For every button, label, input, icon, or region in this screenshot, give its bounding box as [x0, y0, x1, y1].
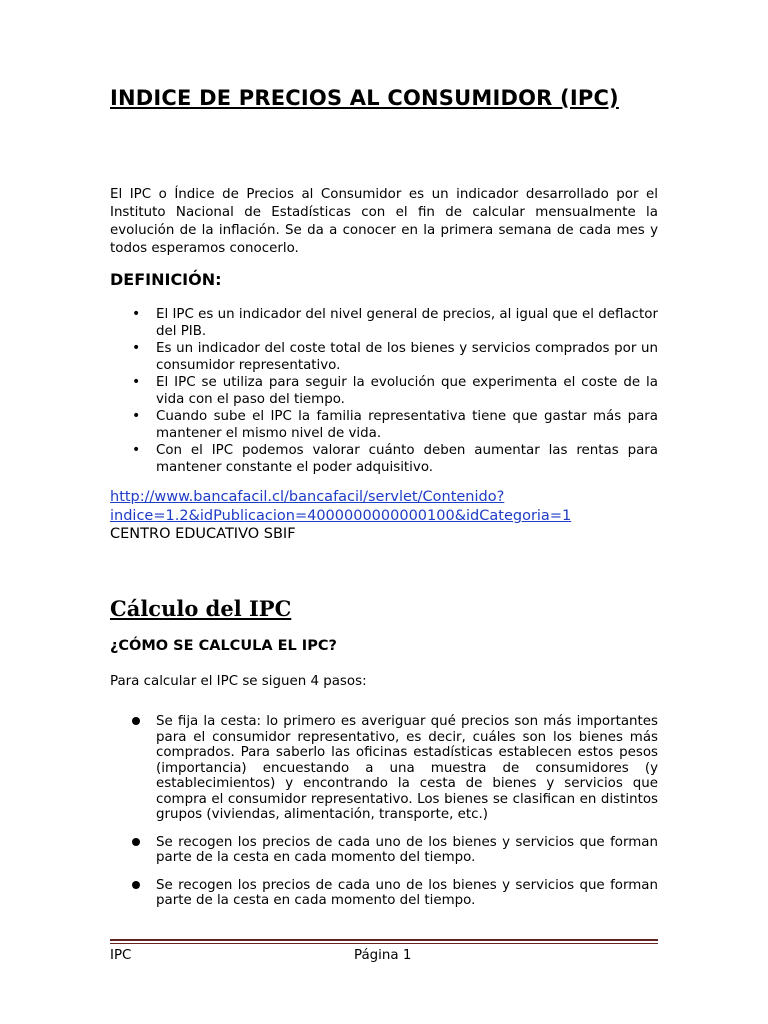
definition-heading: DEFINICIÓN: — [110, 270, 222, 289]
list-item: Se fija la cesta: lo primero es averiguar qué precios son más importantes para el consumidor representativo, es decir, cuáles son los bienes más comprados. Para saberlo las oficinas estadísticas establecen estos pesos (importancia) encuestando a una muestra de consumidores (y establecimientos) y encontrando la cesta de bienes y servicios que compra el consumidor representativo. Los bienes se clasifican en distintos grupos (viviendas, alimentación, transporte, etc.) — [110, 714, 658, 823]
list-item: • El IPC es un indicador del nivel general de precios, al igual que el deflactor del PIB. — [110, 306, 658, 340]
calc-steps-list — [110, 714, 658, 909]
calc-intro: Para calcular el IPC se siguen 4 pasos: — [110, 674, 367, 689]
list-item: • Es un indicador del coste total de los bienes y servicios comprados por un consumidor representativo. — [110, 340, 658, 374]
source-link-line-2[interactable]: indice=1.2&idPublicacion=4000000000000100&idCategoria=1 — [110, 508, 572, 524]
definition-list — [110, 306, 658, 476]
calc-subheading: ¿CÓMO SE CALCULA EL IPC? — [110, 638, 337, 654]
list-item: Se recogen los precios de cada uno de los bienes y servicios que forman parte de la cesta en cada momento del tiempo. — [110, 835, 658, 866]
footer-page-number: Página 1 — [354, 948, 412, 963]
page-title: INDICE DE PRECIOS AL CONSUMIDOR (IPC) — [110, 86, 619, 110]
source-label: CENTRO EDUCATIVO SBIF — [110, 526, 296, 542]
footer-divider-thin — [110, 943, 658, 944]
list-item: • Cuando sube el IPC la familia representativa tiene que gastar más para mantener el mismo nivel de vida. — [110, 408, 658, 442]
source-link-line-1[interactable]: http://www.bancafacil.cl/bancafacil/servlet/Contenido? — [110, 489, 505, 505]
footer-divider — [110, 939, 658, 941]
list-item: • El IPC se utiliza para seguir la evolución que experimenta el coste de la vida con el paso del tiempo. — [110, 374, 658, 408]
calc-heading: Cálculo del IPC — [110, 596, 292, 621]
footer-doc-label: IPC — [110, 948, 132, 963]
list-item: Se recogen los precios de cada uno de los bienes y servicios que forman parte de la cesta en cada momento del tiempo. — [110, 878, 658, 909]
intro-paragraph: El IPC o Índice de Precios al Consumidor es un indicador desarrollado por el Instituto Nacional de Estadísticas con el fin de calcular mensualmente la evolución de la inflación. Se da a conocer en la primera semana de cada mes y todos esperamos conocerlo. — [110, 187, 658, 256]
list-item: • Con el IPC podemos valorar cuánto deben aumentar las rentas para mantener constante el poder adquisitivo. — [110, 442, 658, 476]
